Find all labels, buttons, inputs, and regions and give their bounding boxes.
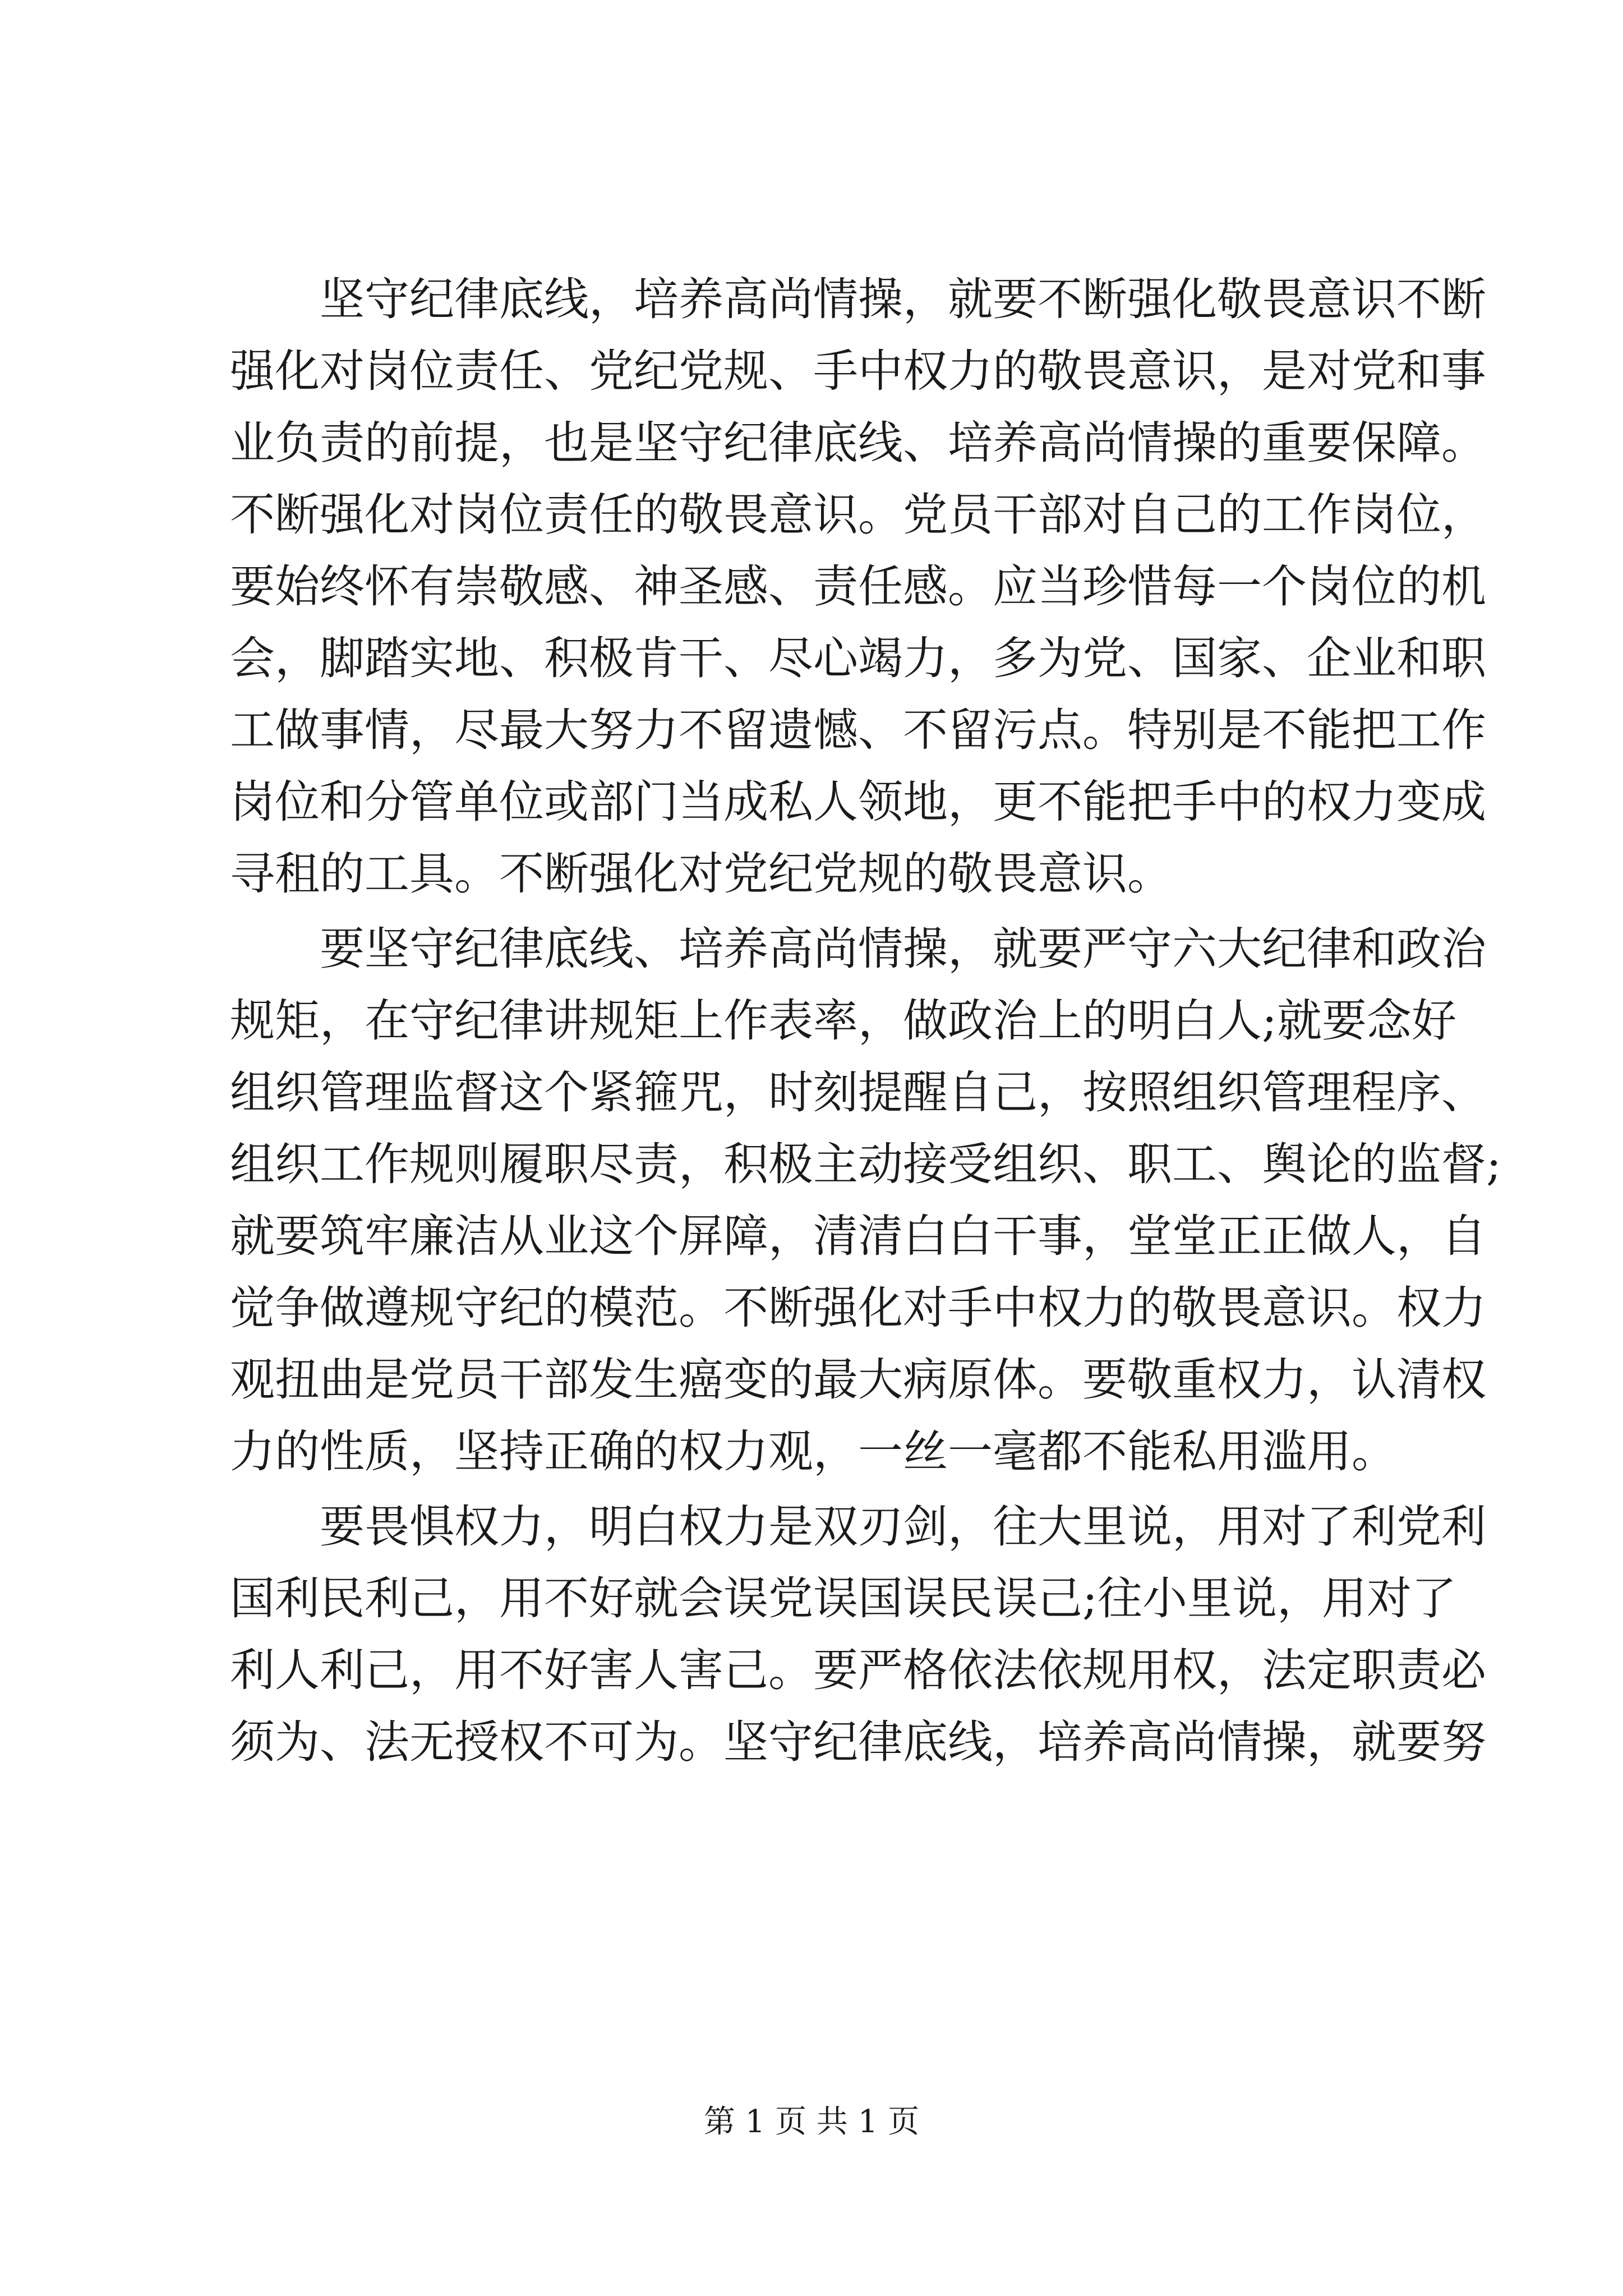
text-line: 岗位和分管单位或部门当成私人领地，更不能把手中的权力变成 <box>230 776 1486 828</box>
text-line: 组织管理监督这个紧箍咒，时刻提醒自己，按照组织管理程序、 <box>230 1066 1486 1119</box>
text-line: 寻租的工具。不断强化对党纪党规的敬畏意识。 <box>230 848 1172 900</box>
text-line: 组织工作规则履职尽责，积极主动接受组织、职工、舆论的监督; <box>230 1138 1501 1190</box>
text-line: 不断强化对岗位责任的敬畏意识。党员干部对自己的工作岗位， <box>230 489 1486 541</box>
document-body <box>230 264 1501 1778</box>
text-line: 要坚守纪律底线、培养高尚情操，就要严守六大纪律和政治 <box>320 923 1486 975</box>
text-line: 业负责的前提，也是坚守纪律底线、培养高尚情操的重要保障。 <box>230 417 1486 469</box>
paragraph-3 <box>230 1491 1486 1778</box>
paragraph-2 <box>230 913 1501 1488</box>
text-line: 坚守纪律底线，培养高尚情操，就要不断强化敬畏意识不断 <box>320 273 1486 325</box>
page-number-footer: 第 1 页 共 1 页 <box>703 2104 920 2140</box>
text-line: 规矩，在守纪律讲规矩上作表率，做政治上的明白人;就要念好 <box>230 995 1456 1047</box>
text-line: 要畏惧权力，明白权力是双刃剑，往大里说，用对了利党利 <box>320 1501 1486 1553</box>
text-line: 国利民利己，用不好就会误党误国误民误己;往小里说，用对了 <box>230 1572 1456 1625</box>
text-line: 利人利己，用不好害人害己。要严格依法依规用权，法定职责必 <box>230 1644 1486 1696</box>
text-line: 会，脚踏实地、积极肯干、尽心竭力，多为党、国家、企业和职 <box>230 632 1486 684</box>
text-line: 就要筑牢廉洁从业这个屏障，清清白白干事，堂堂正正做人，自 <box>230 1210 1486 1262</box>
paragraph-1 <box>230 264 1486 910</box>
text-line: 观扭曲是党员干部发生癌变的最大病原体。要敬重权力，认清权 <box>230 1354 1486 1406</box>
text-line: 觉争做遵规守纪的模范。不断强化对手中权力的敬畏意识。权力 <box>230 1282 1486 1334</box>
text-line: 工做事情，尽最大努力不留遗憾、不留污点。特别是不能把工作 <box>230 704 1486 756</box>
text-line: 须为、法无授权不可为。坚守纪律底线，培养高尚情操，就要努 <box>230 1716 1486 1768</box>
text-line: 力的性质，坚持正确的权力观，一丝一毫都不能私用滥用。 <box>230 1425 1396 1478</box>
text-line: 要始终怀有崇敬感、神圣感、责任感。应当珍惜每一个岗位的机 <box>230 560 1486 613</box>
text-line: 强化对岗位责任、党纪党规、手中权力的敬畏意识，是对党和事 <box>230 345 1486 397</box>
